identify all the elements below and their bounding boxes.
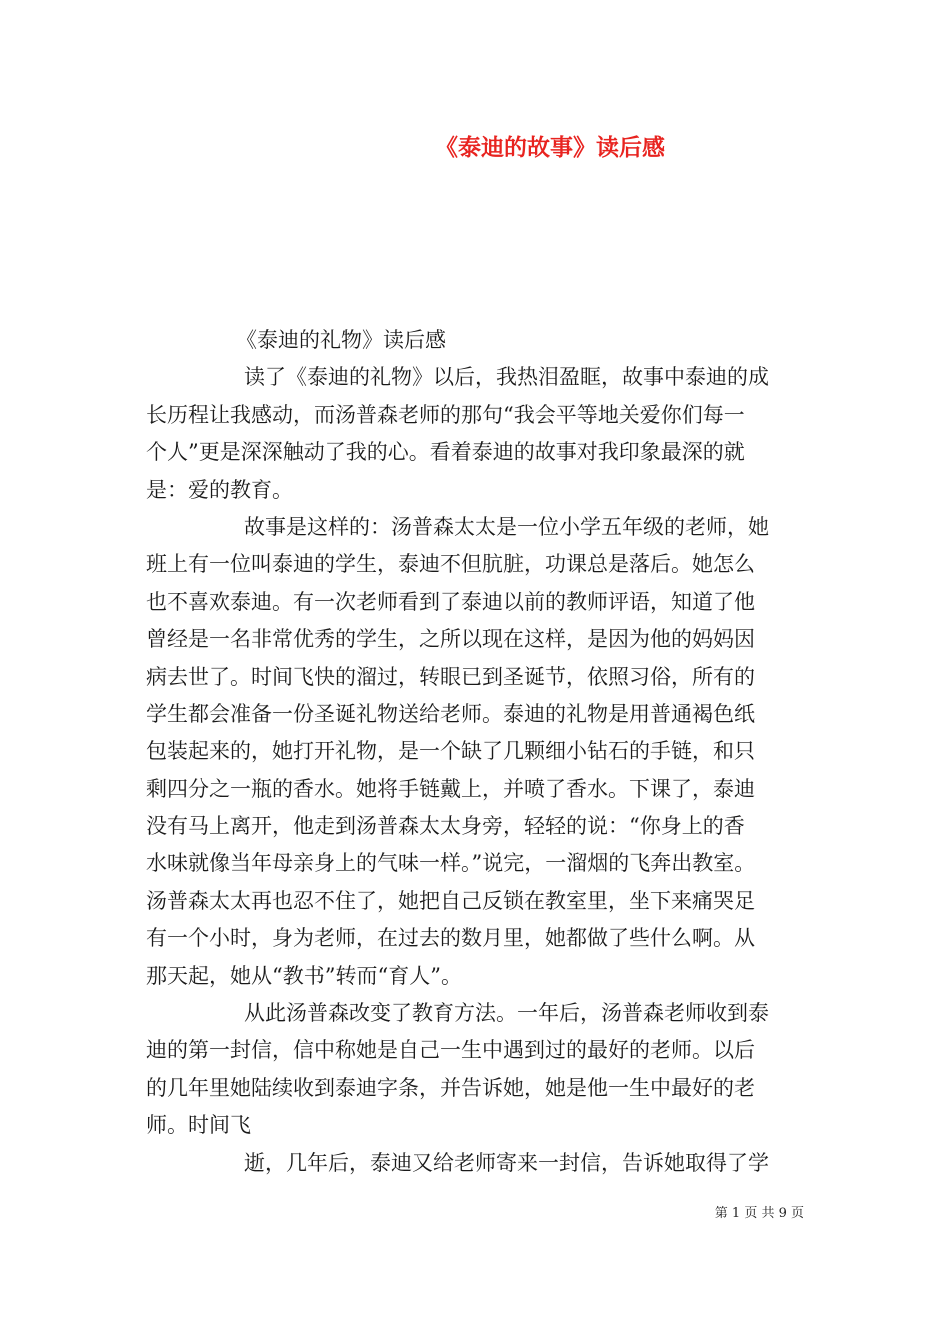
text-line: 个人”更是深深触动了我的心。看着泰迪的故事对我印象最深的就: [146, 440, 745, 465]
text-line: 的几年里她陆续收到泰迪字条，并告诉她，她是他一生中最好的老: [146, 1075, 755, 1100]
page-title: 《泰迪的故事》读后感: [435, 134, 665, 161]
text-line: 曾经是一名非常优秀的学生，之所以现在这样，是因为他的妈妈因: [146, 627, 755, 652]
text-line: 读了《泰迪的礼物》以后，我热泪盈眶，故事中泰迪的成: [244, 365, 769, 390]
text-line: 学生都会准备一份圣诞礼物送给老师。泰迪的礼物是用普通褐色纸: [146, 701, 755, 726]
text-line: 水味就像当年母亲身上的气味一样。”说完，一溜烟的飞奔出教室。: [146, 851, 756, 876]
text-line: 包装起来的，她打开礼物，是一个缺了几颗细小钻石的手链，和只: [146, 739, 755, 764]
text-line: 病去世了。时间飞快的溜过，转眼已到圣诞节，依照习俗，所有的: [146, 664, 755, 689]
text-line: 逝，几年后，泰迪又给老师寄来一封信，告诉她取得了学: [244, 1150, 769, 1175]
text-line: 从此汤普森改变了教育方法。一年后，汤普森老师收到泰: [244, 1001, 769, 1026]
text-line: 长历程让我感动，而汤普森老师的那句“我会平等地关爱你们每一: [146, 402, 745, 427]
subtitle-line: 《泰迪的礼物》读后感: [236, 328, 446, 352]
text-line: 是：爱的教育。: [146, 477, 293, 502]
text-line: 班上有一位叫泰迪的学生，泰迪不但肮脏，功课总是落后。她怎么: [146, 552, 755, 577]
text-line: 迪的第一封信，信中称她是自己一生中遇到过的最好的老师。以后: [146, 1038, 755, 1063]
text-line: 没有马上离开，他走到汤普森太太身旁，轻轻的说：“你身上的香: [146, 814, 745, 839]
text-line: 师。时间飞: [146, 1113, 251, 1138]
text-line: 剩四分之一瓶的香水。她将手链戴上，并喷了香水。下课了，泰迪: [146, 776, 755, 801]
text-line: 故事是这样的：汤普森太太是一位小学五年级的老师，她: [244, 514, 769, 539]
document-body: [146, 322, 810, 1182]
text-line: 也不喜欢泰迪。有一次老师看到了泰迪以前的教师评语，知道了他: [146, 589, 755, 614]
text-line: 那天起，她从“教书”转而“育人”。: [146, 963, 462, 988]
text-line: 有一个小时，身为老师，在过去的数月里，她都做了些什么啊。从: [146, 926, 755, 951]
page-number-footer: 第 1 页 共 9 页: [714, 1206, 804, 1221]
text-line: 汤普森太太再也忍不住了，她把自己反锁在教室里，坐下来痛哭足: [146, 888, 755, 913]
